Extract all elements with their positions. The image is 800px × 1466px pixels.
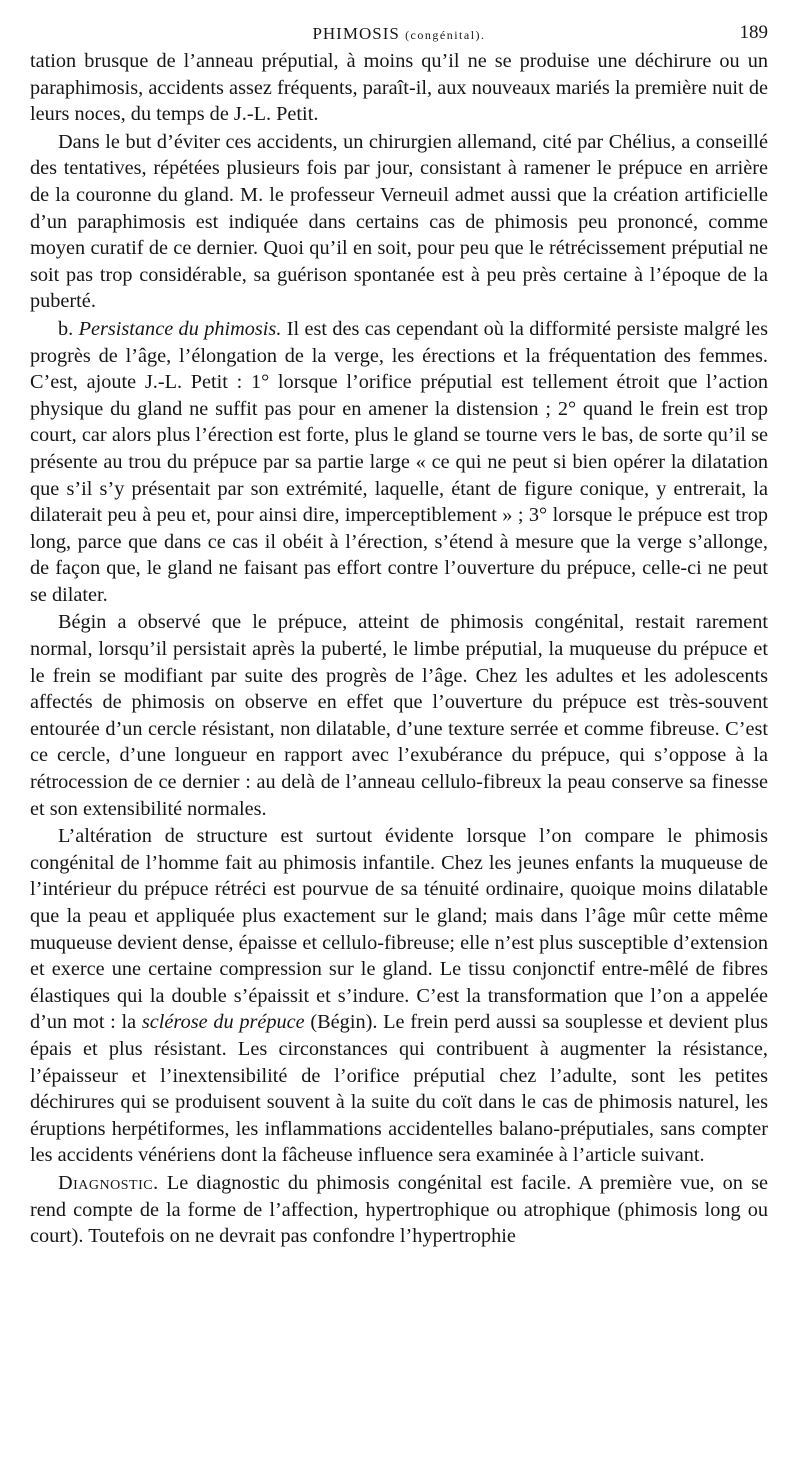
running-title-sub: (congénital). (405, 28, 486, 42)
paragraph-text: Bégin a observé que le prépuce, atteint de phimosis congénital, restait rarement normal, lorsqu’il persistait après la puberté, le limbe préputial, la muqueuse du prépuce et le frein se modifiant par suite des progrès de l’âge. Chez les adultes et les adolescents affectés de phimosis on observe en effet que l’ouverture du prépuce est très-souvent entourée d’un cercle résistant, non dilatable, d’une texture serrée et comme fibreuse. C’est ce cercle, d’une longueur en rapport avec l’exubérance du prépuce, qui s’oppose à la rétrocession de ce dernier : au delà de l’anneau cellulo-fibreux la peau conserve sa finesse et son extensibilité normales. (30, 611, 768, 820)
section-heading-italic: Persistance du phimosis. (78, 317, 282, 340)
paragraph-text: Il est des cas cependant où la difformité persiste malgré les progrès de l’âge, l’élongation de la verge, les érections et la fréquentation des femmes. C’est, ajoute J.-L. Petit : 1° lorsque l’orifice préputial est tellement étroit que l’action physique du gland ne suffit pas pour en amener la distension ; 2° quand le frein est trop court, car alors plus l’érection est forte, plus le gland se tourne vers le bas, de sorte qu’il se présente au trou du prépuce par sa partie large « ce qui ne peut si bien opérer la dilatation que s’il s’y présentait par son extrémité, laquelle, étant de figure conique, y entrerait, la dilaterait peu à peu et, pour ainsi dire, imperceptiblement » ; 3° lorsque le prépuce est trop long, parce que dans ce cas il obéit à l’érection, s’étend à mesure que la verge s’allonge, de façon que, le gland ne faisant pas effort contre l’ouverture du prépuce, celle-ci ne peut se dilater. (30, 317, 768, 606)
book-page (30, 22, 768, 1250)
running-title-main: PHIMOSIS (312, 24, 400, 43)
paragraph-continuation (30, 48, 768, 128)
paragraph-lead-letter: b. (58, 317, 74, 340)
running-head (30, 22, 768, 48)
paragraph-text: L’altération de structure est surtout évidente lorsque l’on compare le phimosis congénital de l’homme fait au phimosis infantile. Chez les jeunes enfants la muqueuse de l’intérieur du prépuce rétréci est pourvue de sa ténuité ordinaire, quoique moins dilatable que la peau et appliquée plus exactement sur le gland; mais dans l’âge mûr cette même muqueuse devient dense, épaisse et cellulo-fibreuse; elle n’est plus susceptible d’extension et exerce une certaine compression sur le gland. Le tissu conjonctif entre-mêlé de fibres élastiques qui la double s’épaissit et s’indure. C’est la transformation que l’on a appelée d’un mot : la (30, 825, 768, 1034)
paragraph-persistance (30, 316, 768, 609)
page-number: 189 (739, 22, 768, 43)
paragraph-diagnostic (30, 1170, 768, 1250)
paragraph-begin (30, 609, 768, 822)
paragraph-text-continued: (Bégin). Le frein perd aussi sa souplesse et devient plus épais et plus résistant. Les circonstances qui contribuent à augmenter la résistance, l’épaisseur et l’inextensibilité de l’orifice préputial chez l’adulte, sont les petites déchirures qui se produisent souvent à la suite du coït dans le cas de phimosis naturel, les éruptions herpétiformes, les inflammations accidentelles balano-préputiales, sans compter les accidents vénériens dont la fâcheuse influence sera examinée à l’article suivant. (30, 1011, 768, 1167)
paragraph-text: Dans le but d’éviter ces accidents, un chirurgien allemand, cité par Chélius, a conseillé des tentatives, répétées plusieurs fois par jour, consistant à ramener le prépuce en arrière de la couronne du gland. M. le professeur Verneuil admet aussi que la création artificielle d’un paraphimosis est indiquée dans certains cas de phimosis peu prononcé, comme moyen curatif de ce dernier. Quoi qu’il en soit, pour peu que le rétrécissement préputial ne soit pas trop considérable, sa guérison spontanée est à peu près certaine à l’époque de la puberté. (30, 130, 768, 313)
italic-term: sclérose du prépuce (141, 1011, 305, 1034)
paragraph-alteration (30, 823, 768, 1169)
paragraph-text: Le diagnostic du phimosis congénital est facile. A première vue, on se rend compte de la forme de l’affection, hypertrophique ou atrophique (phimosis long ou court). Toutefois on ne devrait pas confondre l’hypertrophie (30, 1171, 768, 1248)
paragraph-text: tation brusque de l’anneau préputial, à moins qu’il ne se produise une déchirure ou un paraphimosis, accidents assez fréquents, paraît-il, aux nouveaux mariés la première nuit de leurs noces, du temps de J.-L. Petit. (30, 50, 768, 126)
section-heading-smallcaps: Diagnostic. (58, 1171, 159, 1194)
paragraph-prevention (30, 129, 768, 315)
running-title (30, 24, 768, 44)
